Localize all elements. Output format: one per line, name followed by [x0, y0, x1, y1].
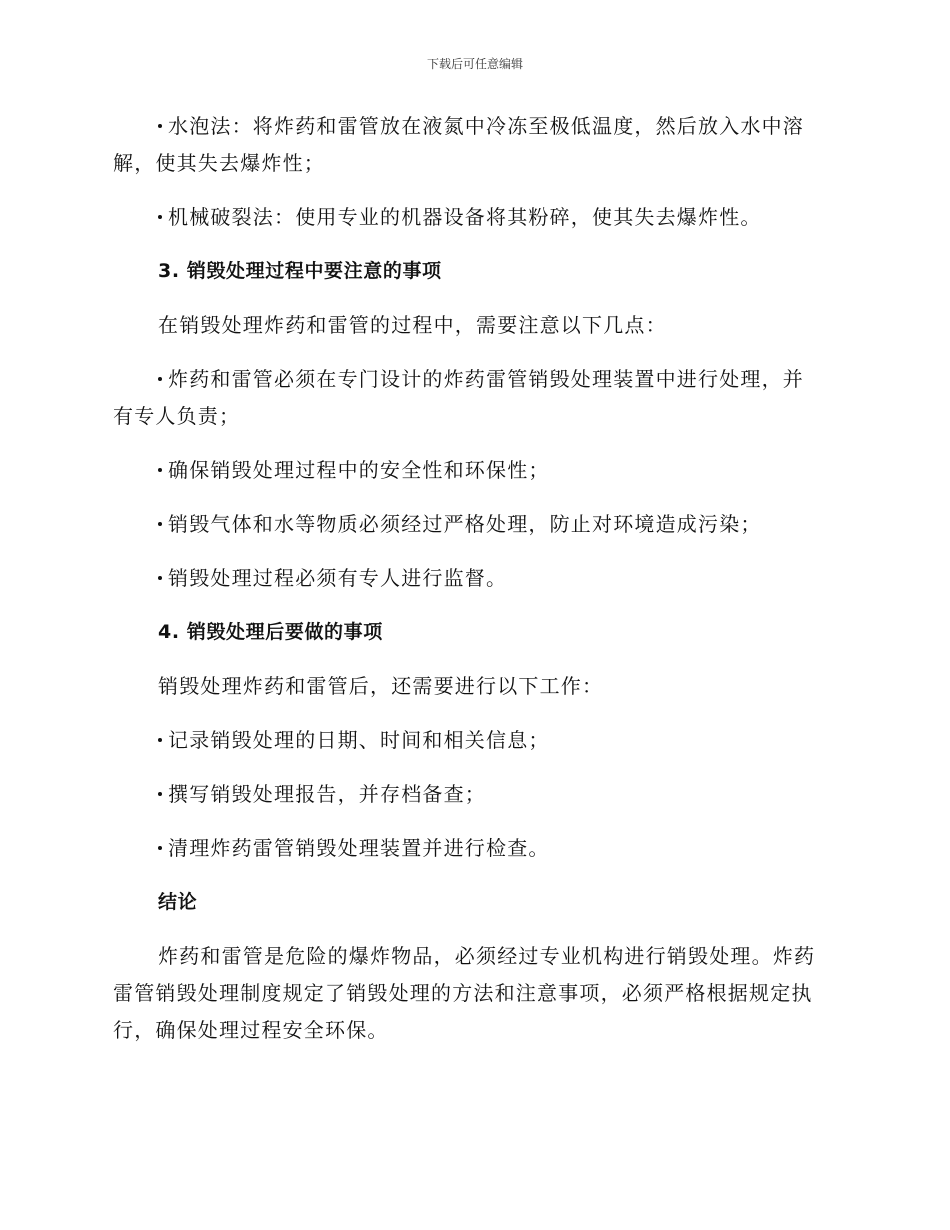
bullet-dot-icon — [158, 377, 162, 381]
bullet-text: 销毁气体和水等物质必须经过严格处理，防止对环境造成污染； — [168, 512, 762, 536]
bullet-dot-icon — [158, 468, 162, 472]
section-heading: 结论 — [158, 891, 198, 913]
bullet-text: 水泡法：将炸药和雷管放在液氮中冷冻至极低温度，然后放入水中溶解，使其失去爆炸性； — [113, 114, 804, 175]
bullet-dot-icon — [158, 522, 162, 526]
bullet-item — [113, 776, 825, 813]
bullet-text: 撰写销毁处理报告，并存档备查； — [168, 782, 486, 806]
bullet-dot-icon — [158, 215, 162, 219]
bullet-dot-icon — [158, 738, 162, 742]
bullet-item — [113, 452, 825, 489]
bullet-text: 炸药和雷管必须在专门设计的炸药雷管销毁处理装置中进行处理，并有专人负责； — [113, 367, 804, 428]
bullet-item — [113, 506, 825, 543]
bullet-dot-icon — [158, 576, 162, 580]
section-heading: 3. 销毁处理过程中要注意的事项 — [158, 260, 442, 282]
bullet-item — [113, 361, 825, 435]
bullet-item — [113, 722, 825, 759]
paragraph: 在销毁处理炸药和雷管的过程中，需要注意以下几点： — [158, 313, 667, 337]
bullet-item — [113, 199, 825, 236]
bullet-dot-icon — [158, 846, 162, 850]
bullet-text: 销毁处理过程必须有专人进行监督。 — [168, 566, 508, 590]
bullet-text: 确保销毁处理过程中的安全性和环保性； — [168, 458, 550, 482]
bullet-item — [113, 560, 825, 597]
bullet-dot-icon — [158, 124, 162, 128]
bullet-text: 记录销毁处理的日期、时间和相关信息； — [168, 728, 550, 752]
bullet-item — [113, 830, 825, 867]
bullet-text: 清理炸药雷管销毁处理装置并进行检查。 — [168, 836, 550, 860]
document-body — [113, 108, 825, 1066]
bullet-item — [113, 108, 825, 182]
paragraph: 销毁处理炸药和雷管后，还需要进行以下工作： — [158, 674, 604, 698]
paragraph: 炸药和雷管是危险的爆炸物品，必须经过专业机构进行销毁处理。炸药雷管销毁处理制度规定了销毁处理的方法和注意事项，必须严格根据规定执行，确保处理过程安全环保。 — [113, 944, 816, 1042]
bullet-dot-icon — [158, 792, 162, 796]
bullet-text: 机械破裂法：使用专业的机器设备将其粉碎，使其失去爆炸性。 — [168, 205, 762, 229]
section-heading: 4. 销毁处理后要做的事项 — [158, 621, 383, 643]
page-header: 下载后可任意编辑 — [426, 57, 523, 71]
